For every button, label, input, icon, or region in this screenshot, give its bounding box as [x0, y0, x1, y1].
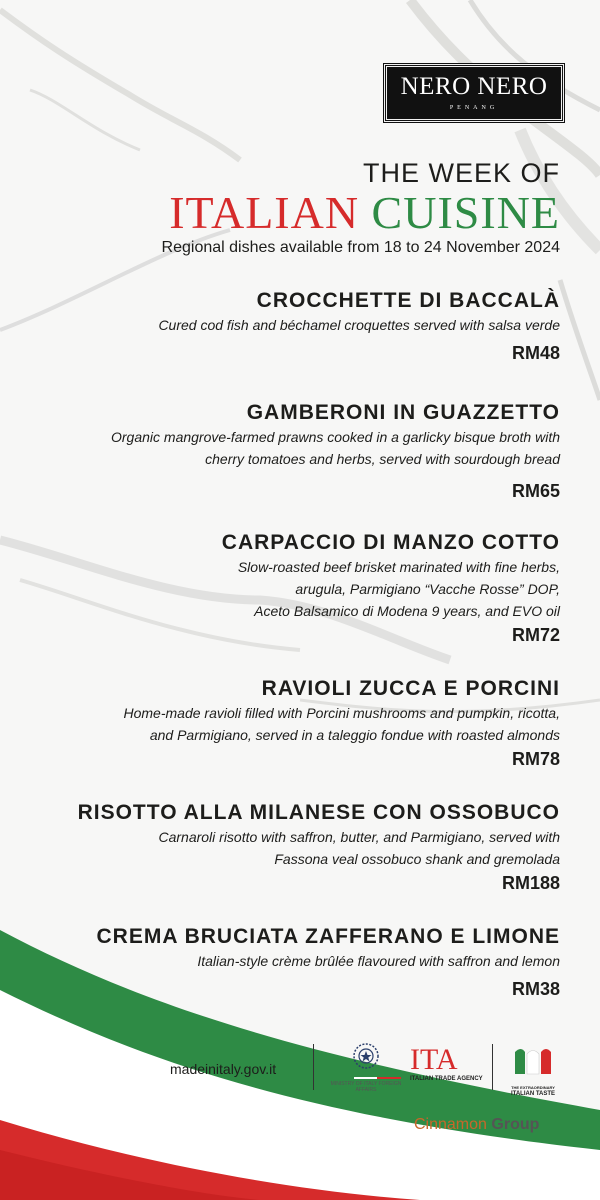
dish-description	[20, 826, 560, 870]
menu-item	[20, 924, 560, 1002]
description-line: Italian-style crème brûlée flavoured with saffron and lemon	[197, 953, 560, 969]
dish-name: CARPACCIO DI MANZO COTTO	[221, 531, 560, 554]
website-link[interactable]: madeinitaly.gov.it	[170, 1061, 277, 1077]
dish-description	[20, 950, 560, 972]
description-line: Organic mangrove-farmed prawns cooked in a garlicky bisque broth with	[111, 429, 560, 445]
description-line: Cured cod fish and béchamel croquettes served with salsa verde	[158, 317, 560, 333]
ministry-logo	[326, 1042, 406, 1093]
description-line: Fassona veal ossobuco shank and gremolada	[274, 851, 560, 867]
subtitle: Regional dishes available from 18 to 24 November 2024	[161, 239, 560, 256]
ministry-text: MINISTRY OF ITALY FOREIGN AFFAIRS	[330, 1081, 402, 1093]
title-green: CUISINE	[371, 187, 560, 238]
tricolor-bar	[331, 1077, 401, 1079]
group-word: Group	[491, 1116, 540, 1133]
description-line: and Parmigiano, served in a taleggio fondue with roasted almonds	[149, 727, 560, 743]
dish-price: RM38	[511, 979, 560, 999]
dish-price: RM78	[511, 749, 560, 769]
description-line: Home-made ravioli filled with Porcini mushrooms and pumpkin, ricotta,	[123, 705, 560, 721]
dish-name: CREMA BRUCIATA ZAFFERANO E LIMONE	[96, 925, 560, 948]
menu-item	[20, 676, 560, 772]
header	[162, 158, 560, 257]
divider	[313, 1044, 314, 1090]
description-line: arugula, Parmigiano “Vacche Rosse” DOP,	[295, 581, 560, 597]
brand-location: PENANG	[449, 105, 499, 111]
menu-item	[20, 530, 560, 648]
dish-description	[20, 702, 560, 746]
taste-line-1: THE EXTRAORDINARY	[511, 1085, 555, 1090]
page-title	[162, 188, 560, 238]
ita-mark: ITA	[410, 1043, 458, 1076]
description-line: Aceto Balsamico di Modena 9 years, and EVO oil	[254, 603, 560, 619]
menu-item	[20, 800, 560, 896]
menu-item	[20, 288, 560, 366]
italy-emblem-icon	[352, 1042, 380, 1070]
description-line: cherry tomatoes and herbs, served with sourdough bread	[205, 451, 560, 467]
ita-logo	[410, 1044, 490, 1082]
dish-price: RM48	[511, 343, 560, 363]
week-of-label: THE WEEK OF	[362, 158, 560, 188]
dish-price: RM188	[501, 873, 560, 893]
dish-description	[20, 556, 560, 622]
menu-item	[20, 400, 560, 504]
dish-name: RAVIOLI ZUCCA E PORCINI	[261, 677, 560, 700]
dish-description	[20, 314, 560, 336]
title-red: ITALIAN	[169, 187, 360, 238]
flag-ribbon-icon	[509, 1044, 557, 1080]
extraordinary-taste-logo	[506, 1044, 560, 1097]
description-line: Carnaroli risotto with saffron, butter, and Parmigiano, served with	[158, 829, 560, 845]
cinnamon-group-logo	[414, 1116, 539, 1134]
brand-logo	[384, 64, 564, 122]
dish-description	[20, 426, 560, 470]
description-line: Slow-roasted beef brisket marinated with fine herbs,	[237, 559, 560, 575]
dish-name: CROCCHETTE DI BACCALÀ	[256, 289, 560, 312]
divider	[492, 1044, 493, 1090]
taste-line-2: ITALIAN TASTE	[510, 1091, 556, 1097]
ita-text: ITALIAN TRADE AGENCY	[410, 1076, 483, 1082]
brand-name: NERO NERO	[400, 73, 548, 100]
dish-name: RISOTTO ALLA MILANESE CON OSSOBUCO	[77, 801, 560, 824]
dish-price: RM65	[511, 481, 560, 501]
cinnamon-word: Cinnamon	[414, 1116, 487, 1133]
dish-price: RM72	[511, 625, 560, 645]
menu-list	[20, 288, 560, 1002]
dish-name: GAMBERONI IN GUAZZETTO	[246, 401, 560, 424]
